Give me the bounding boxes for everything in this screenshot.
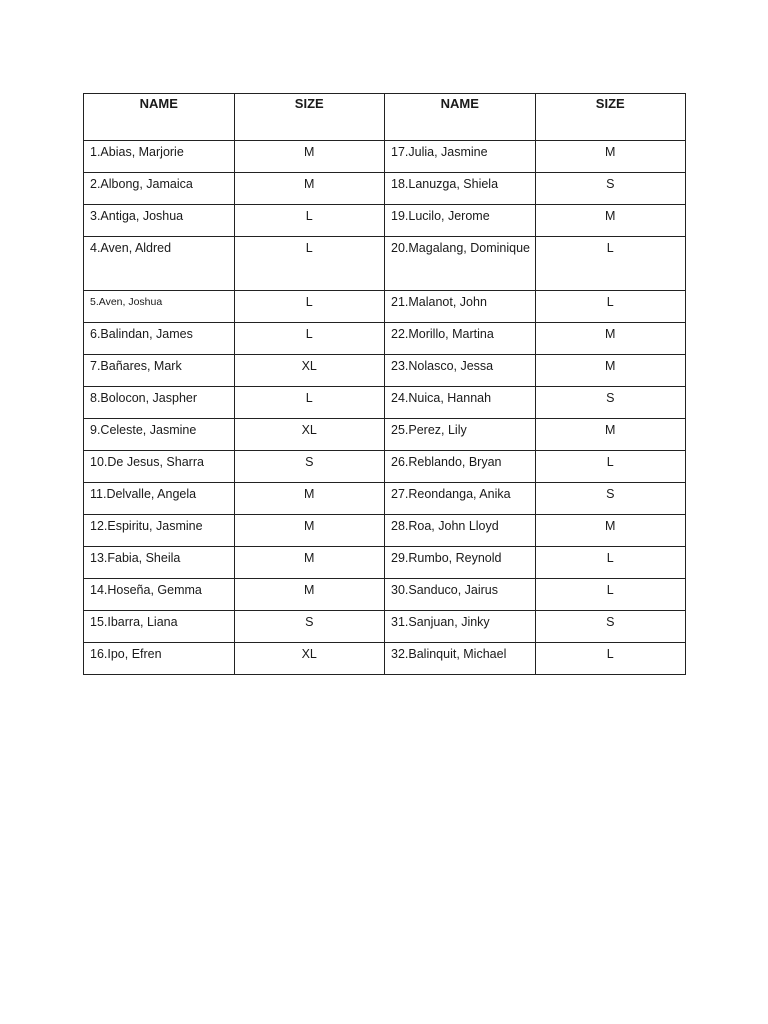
- size-cell: L: [234, 323, 385, 355]
- size-cell: S: [535, 483, 686, 515]
- header-size-left: SIZE: [234, 94, 385, 141]
- name-cell: 8.Bolocon, Jaspher: [84, 387, 235, 419]
- name-cell: 5.Aven, Joshua: [84, 291, 235, 323]
- name-cell: 24.Nuica, Hannah: [385, 387, 536, 419]
- name-cell: 14.Hoseña, Gemma: [84, 579, 235, 611]
- size-cell: M: [234, 173, 385, 205]
- size-cell: M: [535, 205, 686, 237]
- name-cell: 19.Lucilo, Jerome: [385, 205, 536, 237]
- name-cell: 30.Sanduco, Jairus: [385, 579, 536, 611]
- size-cell: M: [234, 483, 385, 515]
- table-row: [84, 547, 686, 579]
- name-cell: 32.Balinquit, Michael: [385, 643, 536, 675]
- table-row: [84, 205, 686, 237]
- size-cell: L: [234, 387, 385, 419]
- size-cell: L: [234, 237, 385, 291]
- header-size-right: SIZE: [535, 94, 686, 141]
- name-cell: 9.Celeste, Jasmine: [84, 419, 235, 451]
- name-cell: 29.Rumbo, Reynold: [385, 547, 536, 579]
- name-cell: 18.Lanuzga, Shiela: [385, 173, 536, 205]
- name-cell: 2.Albong, Jamaica: [84, 173, 235, 205]
- header-name-left: NAME: [84, 94, 235, 141]
- size-cell: XL: [234, 419, 385, 451]
- size-cell: M: [234, 141, 385, 173]
- table-row: [84, 643, 686, 675]
- table-row: [84, 237, 686, 291]
- size-cell: S: [234, 611, 385, 643]
- header-name-right: NAME: [385, 94, 536, 141]
- name-cell: 31.Sanjuan, Jinky: [385, 611, 536, 643]
- name-cell: 16.Ipo, Efren: [84, 643, 235, 675]
- size-cell: M: [535, 419, 686, 451]
- table-row: [84, 141, 686, 173]
- table-row: [84, 483, 686, 515]
- name-cell: 22.Morillo, Martina: [385, 323, 536, 355]
- size-cell: L: [234, 291, 385, 323]
- size-cell: L: [535, 643, 686, 675]
- table-row: [84, 323, 686, 355]
- table-row: [84, 291, 686, 323]
- name-cell: 27.Reondanga, Anika: [385, 483, 536, 515]
- size-cell: XL: [234, 355, 385, 387]
- table-row: [84, 387, 686, 419]
- name-cell: 12.Espiritu, Jasmine: [84, 515, 235, 547]
- size-cell: M: [234, 547, 385, 579]
- table-row: [84, 611, 686, 643]
- size-cell: L: [535, 237, 686, 291]
- size-cell: M: [535, 355, 686, 387]
- size-cell: M: [234, 579, 385, 611]
- document-page: [83, 93, 685, 675]
- name-cell: 1.Abias, Marjorie: [84, 141, 235, 173]
- name-cell: 20.Magalang, Dominique: [385, 237, 536, 291]
- name-cell: 3.Antiga, Joshua: [84, 205, 235, 237]
- header-row: [84, 94, 686, 141]
- size-cell: M: [234, 515, 385, 547]
- name-cell: 23.Nolasco, Jessa: [385, 355, 536, 387]
- table-row: [84, 355, 686, 387]
- size-cell: L: [535, 579, 686, 611]
- name-cell: 25.Perez, Lily: [385, 419, 536, 451]
- size-cell: S: [234, 451, 385, 483]
- name-cell: 21.Malanot, John: [385, 291, 536, 323]
- size-cell: S: [535, 387, 686, 419]
- size-cell: M: [535, 141, 686, 173]
- table-row: [84, 173, 686, 205]
- name-cell: 6.Balindan, James: [84, 323, 235, 355]
- table-row: [84, 451, 686, 483]
- name-cell: 28.Roa, John Lloyd: [385, 515, 536, 547]
- name-cell: 4.Aven, Aldred: [84, 237, 235, 291]
- size-cell: M: [535, 515, 686, 547]
- table-row: [84, 515, 686, 547]
- size-cell: L: [535, 291, 686, 323]
- size-cell: S: [535, 173, 686, 205]
- size-cell: M: [535, 323, 686, 355]
- name-cell: 17.Julia, Jasmine: [385, 141, 536, 173]
- table-row: [84, 419, 686, 451]
- size-cell: L: [234, 205, 385, 237]
- table-row: [84, 579, 686, 611]
- size-cell: L: [535, 451, 686, 483]
- size-cell: S: [535, 611, 686, 643]
- name-cell: 7.Bañares, Mark: [84, 355, 235, 387]
- name-cell: 26.Reblando, Bryan: [385, 451, 536, 483]
- name-cell: 10.De Jesus, Sharra: [84, 451, 235, 483]
- size-cell: XL: [234, 643, 385, 675]
- name-cell: 15.Ibarra, Liana: [84, 611, 235, 643]
- name-cell: 13.Fabia, Sheila: [84, 547, 235, 579]
- name-cell: 11.Delvalle, Angela: [84, 483, 235, 515]
- size-cell: L: [535, 547, 686, 579]
- size-table: [83, 93, 686, 675]
